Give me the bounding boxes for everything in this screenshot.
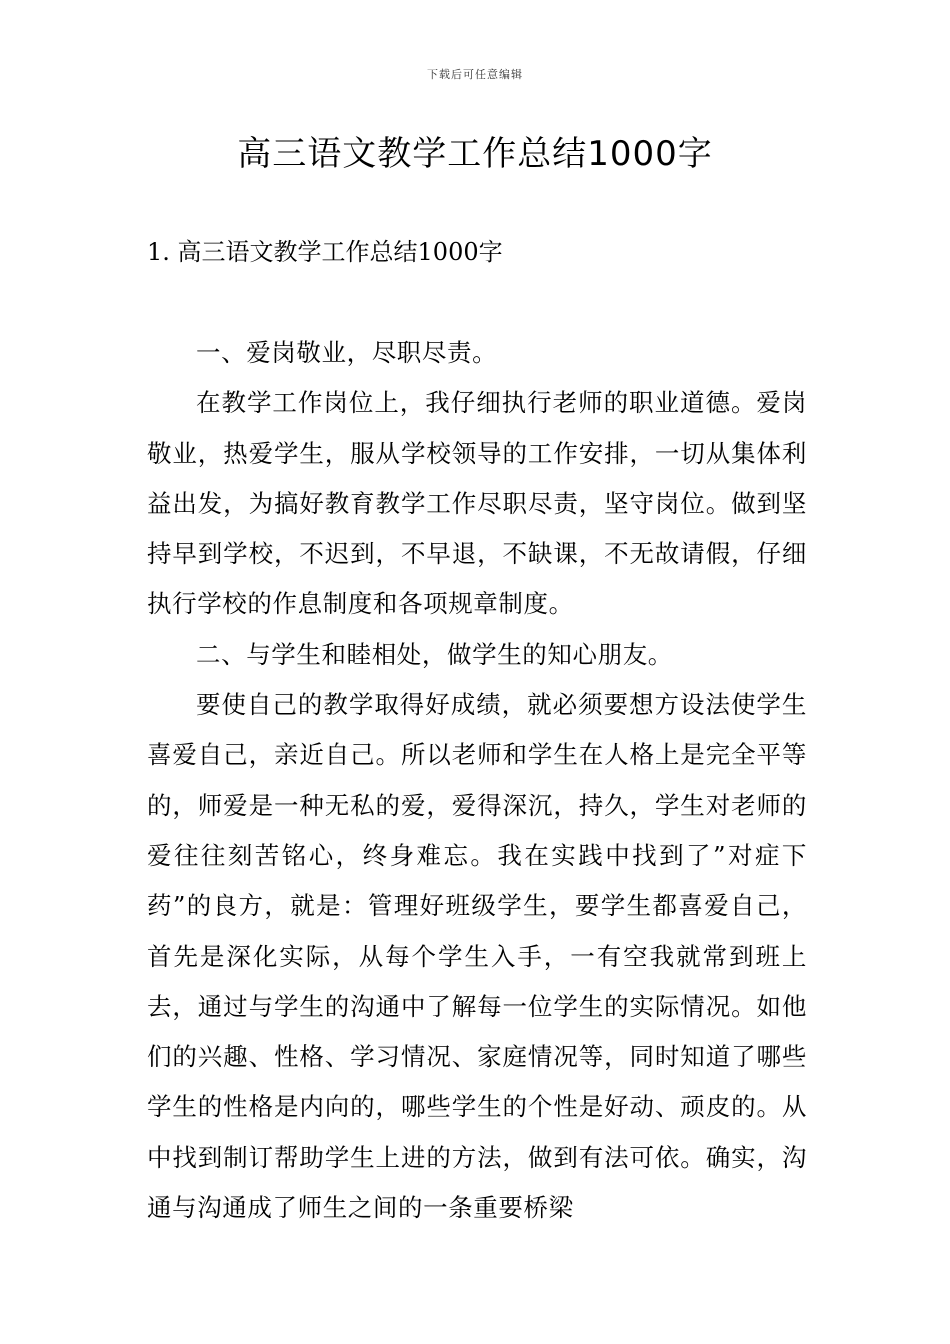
document-title: 高三语文教学工作总结1000字	[237, 134, 713, 174]
section-subheading: 1. 高三语文教学工作总结1000字	[147, 238, 503, 266]
paragraph: 要使自己的教学取得好成绩，就必须要想方设法使学生喜爱自己，亲近自己。所以老师和学生在人格上是完全平等的，师爱是一种无私的爱，爱得深沉，持久，学生对老师的爱往往刻苦铭心，终身难忘。我在实践中找到了”对症下药”的良方，就是：管理好班级学生，要学生都喜爱自己，首先是深化实际，从每个学生入手，一有空我就常到班上去，通过与学生的沟通中了解每一位学生的实际情况。如他们的兴趣、性格、学习情况、家庭情况等，同时知道了哪些学生的性格是内向的，哪些学生的个性是好动、顽皮的。从中找到制订帮助学生上进的方法，做到有法可依。确实，沟通与沟通成了师生之间的一条重要桥梁	[147, 690, 807, 1223]
paragraph-heading-1: 一、爱岗敬业，尽职尽责。	[196, 338, 498, 367]
header-note: 下载后可任意编辑	[427, 68, 523, 81]
paragraph: 在教学工作岗位上，我仔细执行老师的职业道德。爱岗敬业，热爱学生，服从学校领导的工作安排，一切从集体利益出发，为搞好教育教学工作尽职尽责，坚守岗位。做到坚持早到学校，不迟到，不早退，不缺课，不无故请假，仔细执行学校的作息制度和各项规章制度。	[147, 388, 807, 619]
body-text	[147, 328, 807, 1233]
paragraph-heading-2: 二、与学生和睦相处，做学生的知心朋友。	[196, 639, 673, 669]
